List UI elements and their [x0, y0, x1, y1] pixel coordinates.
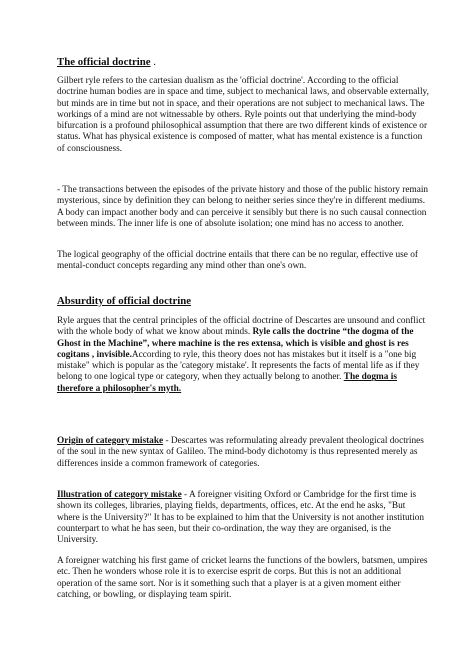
- paragraph-logical-geography: The logical geography of the official doctrine entails that there can be no regular, effective use of mental-conduct concepts regarding any mind other than one's own.: [57, 250, 418, 272]
- ghost-in-machine-bold: Ryle calls the doctrine “the dogma of the Ghost in the Machine”, where machine is the res extensa, which is visible and ghost is res cogitans , invisible.: [57, 327, 414, 360]
- paragraph-transactions: - The transactions between the episodes of the private history and those of the public history remain mysterious, since by definition they can belong to neither series since they're in different mediums. A body can impact another body and can perceive it sensibly but there is no such causal connection between minds. The inner life is one of absolute isolation; one mind has no access to another.: [57, 185, 429, 229]
- origin-text: - Descartes was reformulating already prevalent theological doctrines of the soul in the new syntax of Galileo. The mind-body dichotomy is thus represented merely as differences inside a common framework of categories.: [57, 436, 424, 469]
- absurdity-text-b: According to ryle, this theory does not has mistakes but it itself is a "one big mistake" which is popular as the 'category mistake'. It represents the facts of mental life as if they belong to one logical type or category, when they actually belong to another.: [57, 349, 420, 383]
- paragraph-illustration: [57, 490, 429, 546]
- absurdity-text-a: Ryle argues that the central principles of the official doctrine of Descartes are unsound and conflict with the whole body of what we know about minds.: [57, 316, 426, 338]
- philosophers-myth-bold: The dogma is therefore a philosopher's myth.: [57, 372, 397, 394]
- paragraph-cricket: A foreigner watching his first game of cricket learns the functions of the bowlers, batsmen, umpires etc. Then he wonders whose role it is to exercise esprit de corps. But this is not an additional operation of the same sort. Nor is it something such that a player is at a given moment either catching, or bowling, or displaying team spirit.: [57, 556, 428, 600]
- heading-origin-category-mistake: Origin of category mistake: [57, 436, 164, 446]
- heading-tail: .: [150, 56, 156, 68]
- illustration-text: - A foreigner visiting Oxford or Cambridge for the first time is shown its colleges, libraries, playing fields, departments, offices, etc. At the end he asks, "But where is the University?" It has to be explained to him that the University is not another institution counterpart to what he has seen, but their co-ordination, the way they are organised, is the University.: [57, 490, 425, 546]
- paragraph-origin: [57, 436, 429, 470]
- heading-absurdity: Absurdity of official doctrine: [57, 295, 192, 307]
- paragraph-absurdity: [57, 316, 429, 395]
- section-absurdity-heading: [57, 296, 429, 308]
- heading-official-doctrine: The official doctrine: [57, 56, 151, 68]
- heading-illustration-category-mistake: Illustration of category mistake: [57, 490, 182, 500]
- section-official-doctrine-heading: [57, 57, 429, 69]
- paragraph-official-doctrine: Gilbert ryle refers to the cartesian dualism as the 'official doctrine'. According to the official doctrine human bodies are in space and time, subject to mechanical laws, and observable externally, but minds are in time but not in space, and their operations are not subject to mechanical laws. The workings of a mind are not witnessable by others. Ryle points out that underlying the mind-body bifurcation is a profound philosophical assumption that there are two different kinds of existence or status. What has physical existence is composed of matter, what has mental existence is a function of consciousness.: [57, 76, 429, 154]
